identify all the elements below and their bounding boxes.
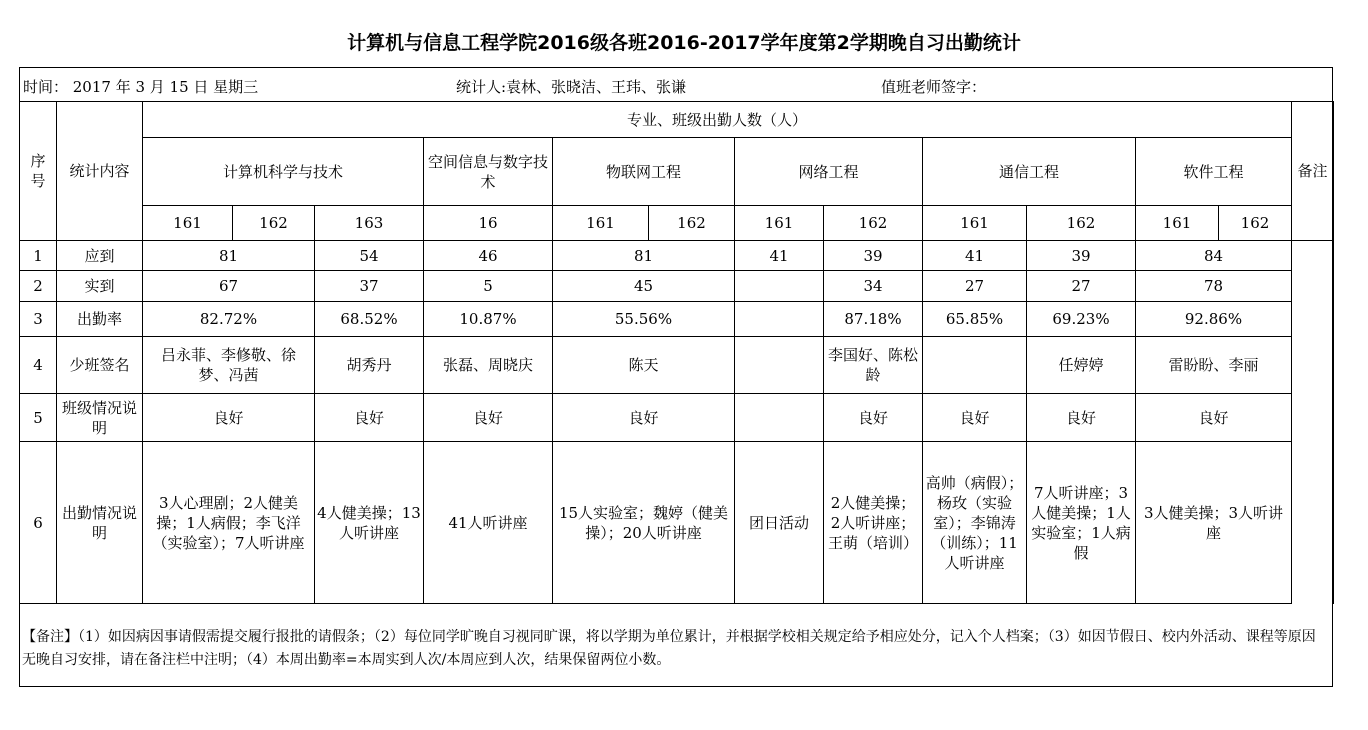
counters-label: 统计人:袁林、张晓洁、王玮、张谦	[456, 78, 687, 96]
table-cell: 团日活动	[735, 442, 824, 604]
class-header: 162	[824, 206, 923, 241]
table-cell: 27	[1027, 271, 1136, 302]
table-cell: 65.85%	[923, 302, 1027, 337]
class-header: 16	[424, 206, 553, 241]
major-header: 物联网工程	[553, 138, 735, 206]
class-header: 161	[923, 206, 1027, 241]
table-cell: 任婷婷	[1027, 337, 1136, 394]
table-cell: 39	[1027, 241, 1136, 271]
table-cell: 3人心理剧；2人健美操；1人病假；李飞洋（实验室）；7人听讲座	[143, 442, 315, 604]
table-cell: 78	[1136, 271, 1292, 302]
notes-text: 【备注】（1）如因病因事请假需提交履行报批的请假条；（2）每位同学旷晚自习视同旷课，将以学期为单位累计，并根据学校相关规定给予相应处分，记入个人档案；（3）如因节假日、校内外活动、课程等原因无晚自习安排，请在备注栏中注明；（4）本周出勤率=本周实到人次/本周应到人次，结果保留两位小数。	[22, 629, 1316, 668]
attendance-table	[19, 101, 1334, 604]
class-header: 162	[1027, 206, 1136, 241]
table-cell: 34	[824, 271, 923, 302]
header-seq: 序号	[20, 102, 57, 241]
table-cell: 良好	[315, 394, 424, 442]
table-cell: 良好	[1027, 394, 1136, 442]
table-cell: 胡秀丹	[315, 337, 424, 394]
table-cell: 27	[923, 271, 1027, 302]
teacher-sign-label: 值班老师签字：	[881, 78, 987, 96]
table-cell: 69.23%	[1027, 302, 1136, 337]
table-cell: 4人健美操；13人听讲座	[315, 442, 424, 604]
header-content: 统计内容	[57, 102, 143, 241]
table-cell: 雷盼盼、李丽	[1136, 337, 1292, 394]
table-cell: 68.52%	[315, 302, 424, 337]
table-row	[20, 271, 1334, 302]
table-cell: 张磊、周晓庆	[424, 337, 553, 394]
major-header: 软件工程	[1136, 138, 1292, 206]
info-bar	[19, 67, 1333, 102]
class-header: 162	[1219, 206, 1292, 241]
table-cell: 高帅（病假）；杨玫（实验室）；李锦涛（训练）；11人听讲座	[923, 442, 1027, 604]
major-header: 通信工程	[923, 138, 1136, 206]
table-cell	[735, 394, 824, 442]
table-cell: 67	[143, 271, 315, 302]
table-cell: 良好	[923, 394, 1027, 442]
major-header: 计算机科学与技术	[143, 138, 424, 206]
row-label: 应到	[57, 241, 143, 271]
table-cell: 7人听讲座；3人健美操；1人实验室；1人病假	[1027, 442, 1136, 604]
table-cell: 良好	[553, 394, 735, 442]
table-row	[20, 241, 1334, 271]
table-cell: 吕永菲、李修敬、徐梦、冯茜	[143, 337, 315, 394]
page-title: 计算机与信息工程学院2016级各班2016-2017学年度第2学期晚自习出勤统计	[347, 32, 1021, 54]
row-label: 班级情况说明	[57, 394, 143, 442]
table-cell	[923, 337, 1027, 394]
table-row	[20, 394, 1334, 442]
table-cell: 46	[424, 241, 553, 271]
class-header: 161	[735, 206, 824, 241]
table-cell: 84	[1136, 241, 1292, 271]
table-cell: 2人健美操；2人听讲座；王萌（培训）	[824, 442, 923, 604]
class-header: 161	[553, 206, 649, 241]
table-cell: 92.86%	[1136, 302, 1292, 337]
row-label: 出勤率	[57, 302, 143, 337]
table-row	[20, 337, 1334, 394]
table-cell: 良好	[143, 394, 315, 442]
table-cell: 87.18%	[824, 302, 923, 337]
table-cell: 陈天	[553, 337, 735, 394]
row-label: 出勤情况说明	[57, 442, 143, 604]
table-cell: 良好	[824, 394, 923, 442]
remark-cell	[1292, 241, 1334, 604]
major-header: 网络工程	[735, 138, 923, 206]
class-header: 162	[233, 206, 315, 241]
table-cell: 54	[315, 241, 424, 271]
table-cell: 55.56%	[553, 302, 735, 337]
class-header: 162	[649, 206, 735, 241]
table-cell: 41人听讲座	[424, 442, 553, 604]
header-group: 专业、班级出勤人数（人）	[143, 102, 1292, 138]
row-number: 5	[20, 394, 57, 442]
table-cell: 81	[553, 241, 735, 271]
table-cell: 41	[735, 241, 824, 271]
row-label: 实到	[57, 271, 143, 302]
row-number: 1	[20, 241, 57, 271]
row-number: 3	[20, 302, 57, 337]
table-cell: 39	[824, 241, 923, 271]
table-cell	[735, 337, 824, 394]
table-cell: 45	[553, 271, 735, 302]
table-cell: 37	[315, 271, 424, 302]
row-number: 4	[20, 337, 57, 394]
header-remark: 备注	[1292, 102, 1334, 241]
row-label: 少班签名	[57, 337, 143, 394]
row-number: 2	[20, 271, 57, 302]
table-row	[20, 442, 1334, 604]
class-header: 161	[143, 206, 233, 241]
class-header: 161	[1136, 206, 1219, 241]
table-cell: 良好	[424, 394, 553, 442]
row-number: 6	[20, 442, 57, 604]
table-cell: 81	[143, 241, 315, 271]
table-cell	[735, 271, 824, 302]
class-header: 163	[315, 206, 424, 241]
table-cell: 5	[424, 271, 553, 302]
table-cell: 15人实验室；魏婷（健美操）；20人听讲座	[553, 442, 735, 604]
date-label: 时间： 2017 年 3 月 15 日 星期三	[23, 78, 259, 96]
table-cell: 41	[923, 241, 1027, 271]
table-cell: 82.72%	[143, 302, 315, 337]
table-cell: 李国好、陈松龄	[824, 337, 923, 394]
table-row	[20, 302, 1334, 337]
table-cell: 良好	[1136, 394, 1292, 442]
table-cell: 10.87%	[424, 302, 553, 337]
major-header: 空间信息与数字技术	[424, 138, 553, 206]
table-cell: 3人健美操；3人听讲座	[1136, 442, 1292, 604]
table-cell	[735, 302, 824, 337]
